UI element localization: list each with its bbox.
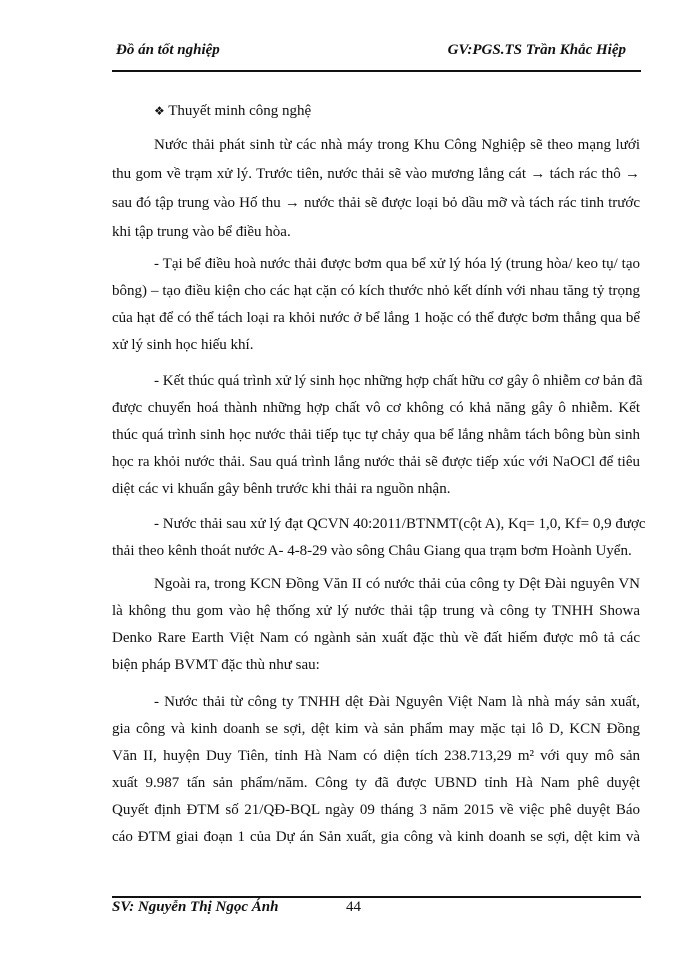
text-line: bông) – tạo điều kiện cho các hạt cặn có kích thước nhỏ kết dính với nhau tăng tỷ trọng: [112, 283, 640, 299]
header-title: Đồ án tốt nghiệp: [116, 42, 220, 58]
text-line: gia công và kinh doanh se sợi, dệt kim và sản phẩm may mặc tại lô D, KCN Đồng: [112, 721, 640, 737]
text-line: Denko Rare Earth Việt Nam có ngành sản xuất đặc thù về đất hiếm được mô tả các: [112, 630, 640, 646]
text-line: Ngoài ra, trong KCN Đồng Văn II có nước thải của công ty Dệt Đài nguyên VN: [154, 576, 640, 592]
footer-rule: [112, 896, 641, 898]
text-line: - Kết thúc quá trình xử lý sinh học những hợp chất hữu cơ gây ô nhiễm cơ bản đã: [154, 373, 643, 389]
section-heading: [154, 98, 682, 125]
header-rule: [112, 70, 641, 72]
paragraph: [112, 511, 646, 565]
text-line: được chuyển hoá thành những hợp chất vô cơ không có khả năng gây ô nhiễm. Kết: [112, 400, 640, 416]
paragraph: [112, 251, 640, 359]
header-advisor: GV:PGS.TS Trần Khắc Hiệp: [447, 42, 626, 58]
text-line: - Nước thải sau xử lý đạt QCVN 40:2011/BTNMT(cột A), Kq= 1,0, Kf= 0,9 được: [154, 516, 646, 532]
text-line: xuất 9.987 tấn sản phẩm/năm. Công ty đã được UBND tỉnh Hà Nam phê duyệt: [112, 775, 640, 791]
text-line: học ra khỏi nước thải. Sau quá trình lắng nước thải sẽ được tiếp xúc với NaOCl để tiêu: [112, 454, 640, 470]
text-line: Quyết định ĐTM số 21/QĐ-BQL ngày 09 tháng 3 năm 2015 về việc phê duyệt Báo: [112, 802, 640, 818]
text-line: Nước thải phát sinh từ các nhà máy trong Khu Công Nghiệp sẽ theo mạng lưới: [154, 137, 640, 153]
text-line: khi tập trung vào bể điều hòa.: [112, 224, 291, 240]
paragraph: [112, 571, 640, 679]
footer-student: SV: Nguyễn Thị Ngọc Ánh: [112, 899, 279, 915]
text-line: - Nước thải từ công ty TNHH dệt Đài Nguyên Việt Nam là nhà máy sản xuất,: [154, 694, 640, 710]
paragraph: [112, 368, 643, 503]
text-line: cáo ĐTM giai đoạn 1 của Dự án Sản xuất, gia công và kinh doanh se sợi, dệt kim và: [112, 829, 640, 845]
text-line: biện pháp BVMT đặc thù như sau:: [112, 657, 320, 673]
paragraph: [112, 689, 640, 851]
text-line: thúc quá trình sinh học nước thải tiếp tục tự chảy qua bể lắng nhằm tách bông bùn sinh: [112, 427, 640, 443]
bullet-icon: ❖: [154, 104, 165, 118]
heading-text: Thuyết minh công nghệ: [168, 103, 312, 119]
text-line: của hạt để có thể tách loại ra khỏi nước ở bể lắng 1 hoặc có thể được bơm thẳng qua bể: [112, 310, 640, 326]
text-line: xử lý sinh học hiếu khí.: [112, 337, 254, 353]
page-number: 44: [346, 899, 361, 915]
text-line: là không thu gom vào hệ thống xử lý nước thải tập trung và công ty TNHH Showa: [112, 603, 640, 619]
text-line: sau đó tập trung vào Hố thu → nước thải sẽ được loại bỏ dầu mỡ và tách rác tinh trước: [112, 195, 640, 211]
text-line: Văn II, huyện Duy Tiên, tỉnh Hà Nam có diện tích 238.713,29 m² với quy mô sản: [112, 748, 640, 764]
text-line: thải theo kênh thoát nước A- 4-8-29 vào sông Châu Giang qua trạm bơm Hoành Uyển.: [112, 543, 632, 559]
text-line: - Tại bể điều hoà nước thải được bơm qua bể xử lý hóa lý (trung hòa/ keo tụ/ tạo: [154, 256, 640, 272]
text-line: thu gom về trạm xử lý. Trước tiên, nước thải sẽ vào mương lắng cát → tách rác thô →: [112, 166, 640, 182]
text-line: diệt các vi khuẩn gây bênh trước khi thải ra nguồn nhận.: [112, 481, 451, 497]
paragraph: [112, 131, 640, 247]
